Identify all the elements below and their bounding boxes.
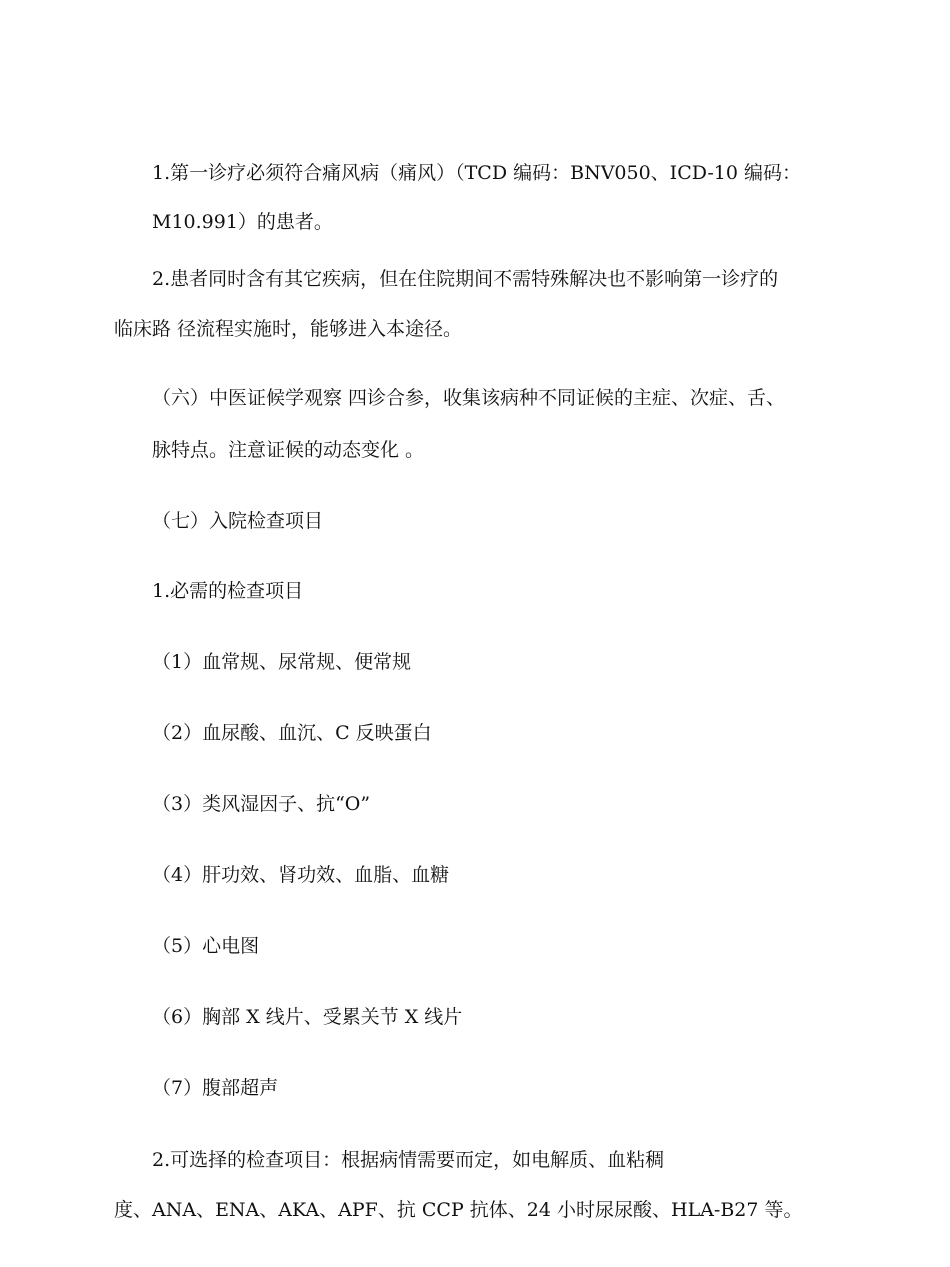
- paragraph-line: （六）中医证候学观察 四诊合参，收集该病种不同证候的主症、次症、舌、: [152, 387, 786, 409]
- list-item: （3）类风湿因子、抗“O”: [152, 793, 371, 815]
- paragraph-line: 2.患者同时含有其它疾病，但在住院期间不需特殊解决也不影响第一诊疗的: [152, 268, 779, 290]
- list-item: （7）腹部超声: [152, 1077, 279, 1099]
- list-item: （5）心电图: [152, 935, 260, 957]
- list-item: （2）血尿酸、血沉、C 反映蛋白: [152, 722, 432, 744]
- section-heading: （七）入院检查项目: [152, 510, 324, 532]
- subsection-heading: 1.必需的检查项目: [152, 580, 304, 602]
- paragraph-line: 度、ANA、ENA、AKA、APF、抗 CCP 抗体、24 小时尿尿酸、HLA-B27 等。: [114, 1199, 803, 1221]
- paragraph-line: 脉特点。注意证候的动态变化 。: [152, 439, 425, 461]
- list-item: （1）血常规、尿常规、便常规: [152, 651, 412, 673]
- paragraph-line: M10.991）的患者。: [152, 211, 333, 233]
- paragraph-line: 临床路 径流程实施时，能够进入本途径。: [114, 318, 463, 340]
- paragraph-line: 1.第一诊疗必须符合痛风病（痛风）（TCD 编码：BNV050、ICD-10 编码：: [152, 162, 801, 184]
- list-item: （6）胸部 X 线片、受累关节 X 线片: [152, 1006, 463, 1028]
- paragraph-line: 2.可选择的检查项目：根据病情需要而定，如电解质、血粘稠: [152, 1149, 665, 1171]
- list-item: （4）肝功效、肾功效、血脂、血糖: [152, 864, 450, 886]
